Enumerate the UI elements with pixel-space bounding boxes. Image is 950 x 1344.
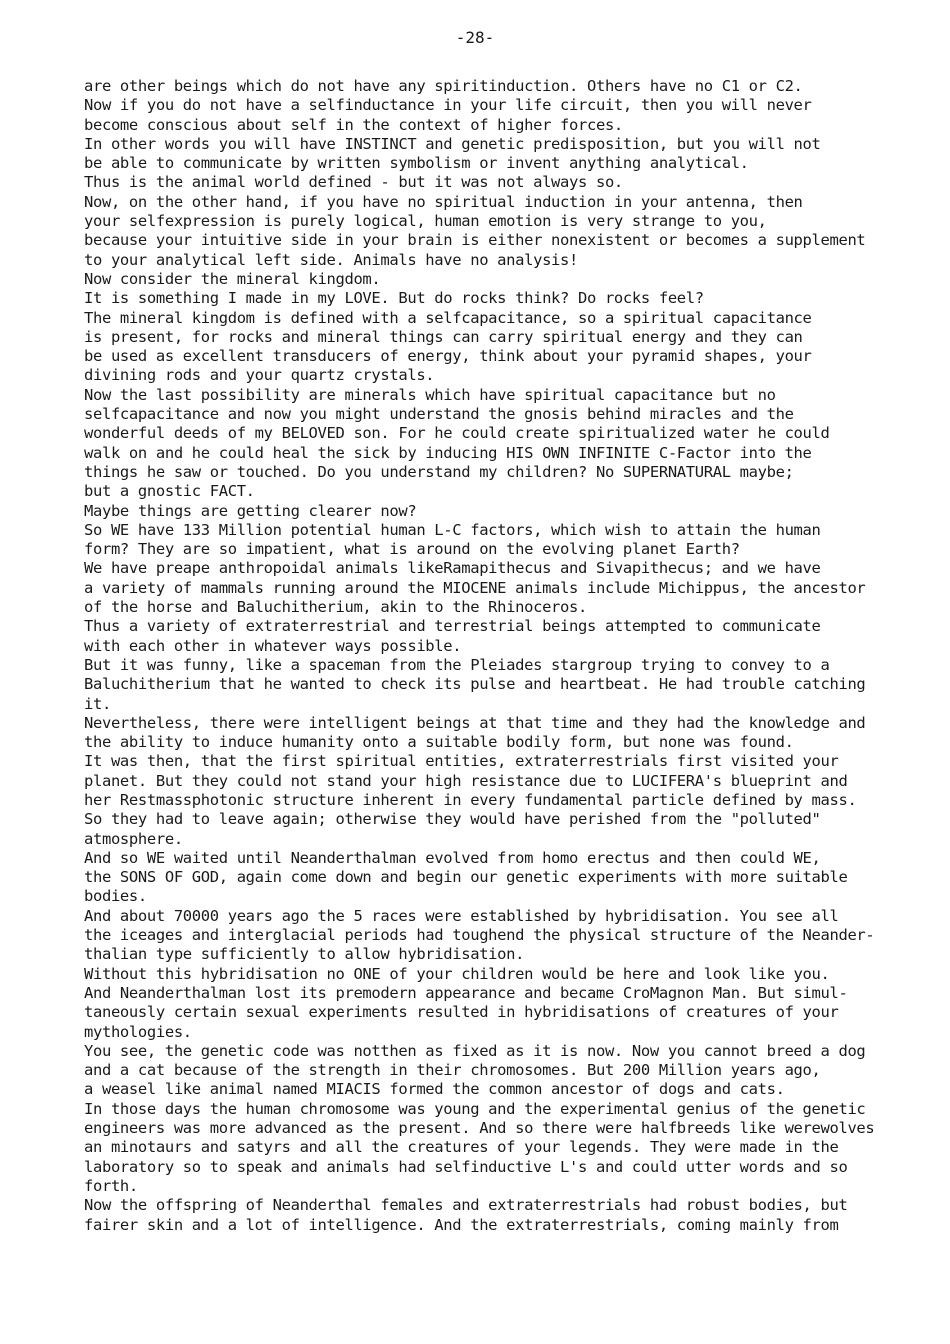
- text-line: an minotaurs and satyrs and all the creatures of your legends. They were made in the: [84, 1138, 839, 1157]
- text-line: Nevertheless, there were intelligent beings at that time and they had the knowledge and: [84, 713, 866, 732]
- text-line: Thus a variety of extraterrestrial and terrestrial beings attempted to communicate: [84, 617, 821, 636]
- text-line: divining rods and your quartz crystals.: [84, 366, 435, 385]
- text-line: walk on and he could heal the sick by inducing HIS OWN INFINITE C-Factor into the: [84, 443, 812, 462]
- text-line: become conscious about self in the context of higher forces.: [84, 115, 623, 134]
- text-line: And about 70000 years ago the 5 races were established by hybridisation. You see all: [84, 906, 839, 925]
- text-line: Baluchitherium that he wanted to check its pulse and heartbeat. He had trouble catching: [84, 675, 866, 694]
- text-line: taneously certain sexual experiments resulted in hybridisations of creatures of your: [84, 1003, 839, 1022]
- text-line: Now consider the mineral kingdom.: [84, 269, 381, 288]
- text-line: but a gnostic FACT.: [84, 482, 255, 501]
- text-line: a weasel like animal named MIACIS formed the common ancestor of dogs and cats.: [84, 1080, 785, 1099]
- text-line: a variety of mammals running around the MIOCENE animals include Michippus, the ancestor: [84, 578, 866, 597]
- text-line: You see, the genetic code was notthen as fixed as it is now. Now you cannot breed a dog: [84, 1041, 866, 1060]
- text-line: Now if you do not have a selfinductance in your life circuit, then you will never: [84, 96, 812, 115]
- text-line: her Restmassphotonic structure inherent in every fundamental particle defined by mass.: [84, 790, 857, 809]
- text-line: The mineral kingdom is defined with a selfcapacitance, so a spiritual capacitance: [84, 308, 812, 327]
- text-line: wonderful deeds of my BELOVED son. For he could create spiritualized water he could: [84, 424, 830, 443]
- text-line: form? They are so impatient, what is around on the evolving planet Earth?: [84, 540, 740, 559]
- text-line: engineers was more advanced as the present. And so there were halfbreeds like werewolves: [84, 1119, 875, 1138]
- text-line: are other beings which do not have any spiritinduction. Others have no C1 or C2.: [84, 77, 803, 95]
- text-line: with each other in whatever ways possible.: [84, 636, 462, 655]
- text-line: And so WE waited until Neanderthalman evolved from homo erectus and then could WE,: [84, 848, 821, 867]
- text-line: the ability to induce humanity onto a suitable bodily form, but none was found.: [84, 733, 794, 752]
- text-line: So WE have 133 Million potential human L-C factors, which wish to attain the human: [84, 520, 821, 539]
- text-line: And Neanderthalman lost its premodern appearance and became CroMagnon Man. But simul-: [84, 983, 848, 1002]
- text-line: the iceages and interglacial periods had toughend the physical structure of the Neander-: [84, 926, 875, 945]
- text-line: Now, on the other hand, if you have no spiritual induction in your antenna, then: [84, 192, 803, 211]
- text-line: to your analytical left side. Animals have no analysis!: [84, 250, 578, 269]
- text-line: forth.: [84, 1176, 138, 1195]
- text-line: of the horse and Baluchitherium, akin to the Rhinoceros.: [84, 598, 587, 617]
- text-line: your selfexpression is purely logical, human emotion is very strange to you,: [84, 212, 767, 231]
- text-line: thalian type sufficiently to allow hybridisation.: [84, 945, 525, 964]
- document-body: [84, 77, 924, 1235]
- text-line: But it was funny, like a spaceman from the Pleiades stargroup trying to convey to a: [84, 655, 830, 674]
- text-line: We have preape anthropoidal animals likeRamapithecus and Sivapithecus; and we have: [84, 559, 821, 578]
- text-line: and a cat because of the strength in their chromosomes. But 200 Million years ago,: [84, 1061, 821, 1080]
- text-line: atmosphere.: [84, 829, 183, 848]
- text-line: Thus is the animal world defined - but it was not always so.: [84, 173, 623, 192]
- text-line: is present, for rocks and mineral things can carry spiritual energy and they can: [84, 327, 803, 346]
- text-line: So they had to leave again; otherwise they would have perished from the "polluted": [84, 810, 821, 829]
- text-line: In other words you will have INSTINCT and genetic predisposition, but you will not: [84, 134, 821, 153]
- text-line: It is something I made in my LOVE. But do rocks think? Do rocks feel?: [84, 289, 704, 308]
- text-line: things he saw or touched. Do you understand my children? No SUPERNATURAL maybe;: [84, 462, 794, 481]
- text-line: laboratory so to speak and animals had selfinductive L's and could utter words and so: [84, 1157, 848, 1176]
- text-line: be used as excellent transducers of energy, think about your pyramid shapes, your: [84, 347, 812, 366]
- text-line: bodies.: [84, 887, 147, 906]
- text-line: the SONS OF GOD, again come down and begin our genetic experiments with more suitable: [84, 868, 848, 887]
- text-line: Now the last possibility are minerals which have spiritual capacitance but no: [84, 385, 776, 404]
- text-line: Without this hybridisation no ONE of your children would be here and look like you.: [84, 964, 830, 983]
- text-line: selfcapacitance and now you might understand the gnosis behind miracles and the: [84, 405, 794, 424]
- text-line: In those days the human chromosome was young and the experimental genius of the genetic: [84, 1099, 866, 1118]
- text-line: be able to communicate by written symbolism or invent anything analytical.: [84, 154, 749, 173]
- text-line: because your intuitive side in your brain is either nonexistent or becomes a supplement: [84, 231, 866, 250]
- text-line: Maybe things are getting clearer now?: [84, 501, 417, 520]
- text-line: mythologies.: [84, 1022, 192, 1041]
- text-line: It was then, that the first spiritual entities, extraterrestrials first visited your: [84, 752, 839, 771]
- text-line: it.: [84, 694, 111, 713]
- text-line: planet. But they could not stand your high resistance due to LUCIFERA's blueprint and: [84, 771, 848, 790]
- text-line: fairer skin and a lot of intelligence. And the extraterrestrials, coming mainly from: [84, 1215, 839, 1234]
- text-line: Now the offspring of Neanderthal females and extraterrestrials had robust bodies, but: [84, 1196, 848, 1215]
- page-number: -28-: [455, 28, 495, 47]
